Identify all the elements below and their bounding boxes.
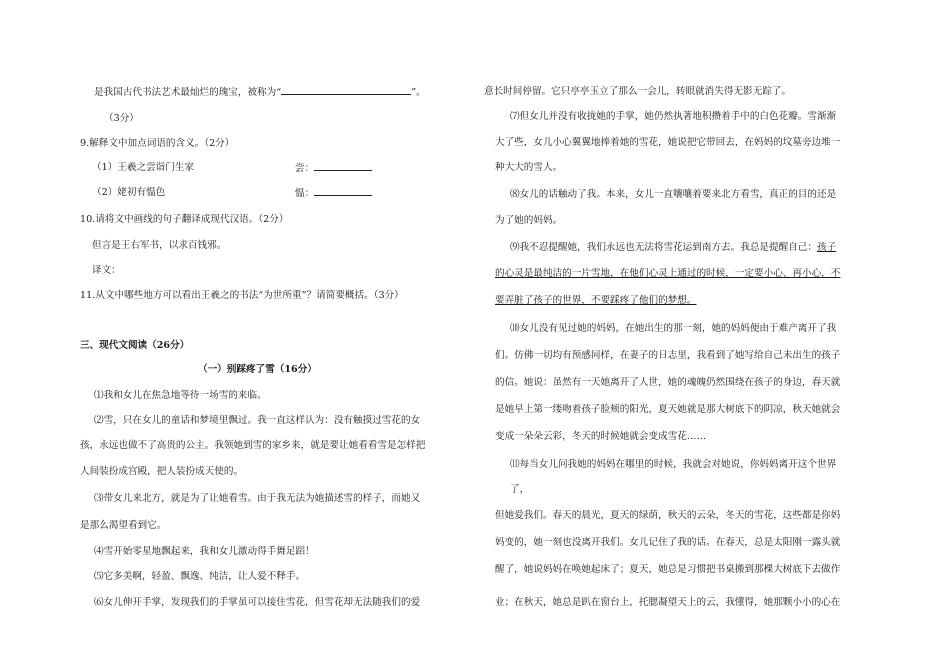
paragraph-7-line-3: 种大大的雪人。 [495, 162, 563, 173]
paragraph-5: ⑸它多美啊，轻盈、飘逸、纯洁，让人爱不释手。 [94, 571, 306, 582]
paragraph-11-line-1: ⑾每当女儿问我她的妈妈在哪里的时候，我就会对她说，你妈妈离开这个世界 [510, 459, 837, 470]
paragraph-11-line-5: 醒了，她说妈妈在唤她起床了；夏天，她总是习惯把书桌搬到那棵大树底下去做作 [495, 564, 841, 575]
paragraph-8-line-1: ⑻女儿的话触动了我。本来，女儿一直嚷嚷着要来北方看雪，真正的目的还是 [510, 189, 837, 200]
q9-item-1: （1）王羲之尝诣门生家 [92, 162, 195, 173]
paragraph-10-line-2: 们。仿佛一切均有预感同样，在妻子的日志里，我看到了她写给自己未出生的孩子 [495, 350, 841, 361]
paragraph-7-line-1: ⑺但女儿并没有收拢她的手掌，她仍然执著地积攒着手中的白色花瓣。雪渐渐 [510, 111, 837, 122]
paragraph-11-line-4: 妈变的，她一刻也没离开我们。女儿记住了我的话。在春天，总是太阳刚一露头就 [495, 537, 841, 548]
underlined-sentence-line-2: 的心灵是最纯洁的一片雪地，在他们心灵上通过的时候，一定要小心、再小心，不 [495, 268, 841, 279]
paragraph-9-line-1 [510, 242, 836, 254]
paragraph-4: ⑷雪开始零星地飘起来，我和女儿激动得手舞足蹈！ [94, 546, 315, 557]
q8-answer-blank[interactable] [281, 86, 411, 95]
q8-line [94, 86, 426, 99]
q9-item-1-word: 尝： [295, 163, 315, 174]
paragraph-3-line-1: ⑶带女儿来北方，就是为了让她看雪。由于我无法为她描述雪的样子，而她又 [94, 493, 421, 504]
section-3-heading: 三、现代文阅读（26分） [80, 340, 190, 351]
paragraph-2-line-1: ⑵雪，只在女儿的童话和梦境里飘过。我一直这样认为：没有触摸过雪花的女 [94, 415, 421, 426]
q10-sentence: 但言是王右军书，以求百钱邪。 [92, 240, 227, 251]
q9-item-1-answer [295, 162, 372, 175]
paragraph-11-line-2: 了， [510, 484, 530, 495]
paragraph-10-line-4: 是她早上第一缕吻着孩子脸颊的阳光，夏天她就是那大树底下的阴凉，秋天她就会 [495, 404, 841, 415]
paragraph-2-line-2: 孩，永远也做不了高贵的公主。我领她到雪的家乡来，就是要让她看看雪是怎样把 [80, 440, 426, 451]
paragraph-6-line-2: 意长时间停留。它只亭亭玉立了那么一会儿，转眼就消失得无影无踪了。 [484, 86, 791, 97]
q8-score: （3分） [104, 113, 139, 124]
q9-item-2-word: 愠： [295, 188, 315, 199]
q8-end: ”。 [411, 87, 426, 98]
paragraph-3-line-2: 是那么渴望看到它。 [80, 520, 167, 531]
paragraph-10-line-5: 变成一朵朵云彩，冬天的时候她就会变成雪花…… [495, 431, 707, 442]
q9-item-1-blank[interactable] [314, 162, 372, 171]
q9-item-2: （2）姥初有愠色 [92, 187, 166, 198]
paragraph-10-line-3: 的信。她说：虽然有一天她离开了人世，她的魂魄仍然围绕在孩子的身边，春天就 [495, 377, 841, 388]
question-10: 10.请将文中画线的句子翻译成现代汉语。（2分） [80, 214, 289, 225]
paragraph-2-line-3: 人间装扮成宫殿，把人装扮成天使的。 [80, 466, 244, 477]
reading-subtitle: （一）别踩疼了雪（16分） [198, 364, 317, 375]
paragraph-11-line-6: 业；在秋天，她总是趴在窗台上，托腮凝望天上的云，我懂得，她那颗小小的心在 [495, 597, 841, 608]
paragraph-1: ⑴我和女儿在焦急地等待一场雪的来临。 [94, 390, 267, 401]
q8-text: 是我国古代书法艺术最灿烂的瑰宝，被称为“ [94, 87, 282, 98]
q9-item-2-blank[interactable] [314, 187, 372, 196]
question-11: 11.从文中哪些地方可以看出王羲之的书法“为世所重”？请简要概括。（3分） [80, 290, 404, 301]
q9-item-2-answer [295, 187, 372, 200]
paragraph-7-line-2: 大了些，女儿小心翼翼地捧着她的雪花，她说把它带回去，在妈妈的坟墓旁边堆一 [495, 137, 841, 148]
paragraph-10-line-1: ⑽女儿没有见过她的妈妈，在她出生的那一刻，她的妈妈便由于难产离开了我 [510, 323, 837, 334]
q10-translation-label: 译文： [92, 265, 121, 276]
question-9: 9.解释文中加点词语的含义。（2分） [80, 138, 235, 149]
paragraph-11-line-3: 但她爱我们。春天的晨光，夏天的绿荫，秋天的云朵，冬天的雪花，这些都是你妈 [495, 510, 841, 521]
paragraph-8-line-2: 为了她的妈妈。 [495, 215, 563, 226]
paragraph-6-line-1: ⑹女儿伸开手掌，发现我们的手掌虽可以接住雪花，但雪花却无法随我们的爱 [94, 597, 421, 608]
underlined-sentence-line-3: 要弄脏了孩子的世界，不要踩疼了他们的梦想。 [495, 295, 697, 306]
underlined-sentence-start: 孩子 [817, 242, 837, 253]
paragraph-9-text: ⑼我不忍提醒她，我们永远也无法将雪花运到南方去。我总是提醒自己： [510, 242, 817, 253]
